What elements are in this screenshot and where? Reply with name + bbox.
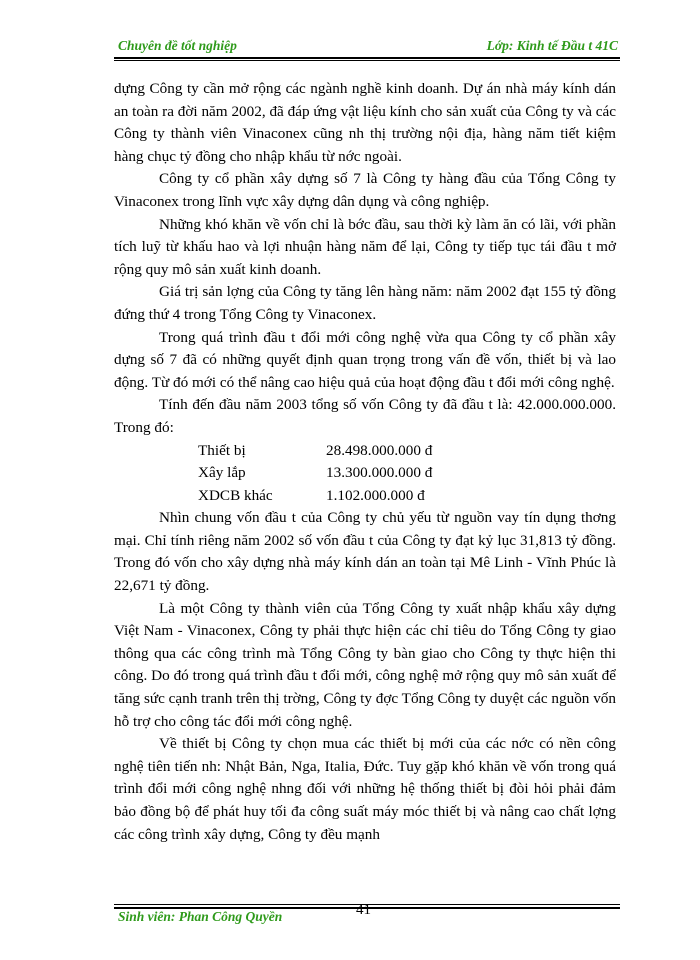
table-cell-value: 13.300.000.000 đ <box>326 464 433 482</box>
table-cell-label: Thiết bị <box>198 441 246 459</box>
header-class-label: Lớp: Kinh tế Đầu t 41C <box>486 38 618 53</box>
table-row <box>198 485 432 508</box>
paragraph-continuation: dựng Công ty cần mở rộng các ngành nghề kinh doanh. Dự án nhà máy kính dán an toàn ra đời năm 2002, đã đáp ứng vật liệu kính cho sản xuất của Công ty và các Công ty thành viên Vinaconex cũng nh thị trường nội địa, hàng năm tiết kiệm hàng chục tỷ đồng cho nhập khẩu từ nớc ngoài. <box>114 80 616 165</box>
header-rule-thin <box>114 60 620 61</box>
page-number: 41 <box>356 902 371 918</box>
paragraph: Công ty cổ phần xây dựng số 7 là Công ty hàng đầu của Tổng Công ty Vinaconex trong lĩnh vực xây dựng dân dụng và công nghiệp. <box>114 170 616 210</box>
table-row <box>198 440 432 463</box>
table-row <box>198 462 432 485</box>
paragraph: Về thiết bị Công ty chọn mua các thiết bị mới của các nớc có nền công nghệ tiên tiến nh: Nhật Bản, Nga, Italia, Đức. Tuy gặp khó khăn về vốn trong quá trình đổi mới công nghệ nhng đối với những hệ thống thiết bị đòi hỏi phải đảm bảo đồng bộ để phát huy tối đa công suất máy móc thiết bị và nâng cao chất lợng các công trình xây dựng, Công ty đều mạnh <box>114 735 616 843</box>
page-header <box>118 38 618 58</box>
table-cell-value: 1.102.000.000 đ <box>326 486 425 504</box>
footer-author: Sinh viên: Phan Công Quyền <box>118 909 283 924</box>
table-cell-label: Xây lắp <box>198 464 246 482</box>
paragraph: Những khó khăn về vốn chỉ là bớc đầu, sau thời kỳ làm ăn có lãi, với phần tích luỹ từ khấu hao và lợi nhuận hàng năm để lại, Công ty tiếp tục tái đầu t mở rộng quy mô sản xuất kinh doanh. <box>114 215 616 278</box>
paragraph: Trong quá trình đầu t đổi mới công nghệ vừa qua Công ty cổ phần xây dựng số 7 đã có những quyết định quan trọng trong vấn đề vốn, thiết bị và lao động. Từ đó mới có thể nâng cao hiệu quả của hoạt động đầu t đổi mới công nghệ. <box>114 328 616 391</box>
paragraph: Là một Công ty thành viên của Tổng Công ty xuất nhập khẩu xây dựng Việt Nam - Vinaconex, Công ty phải thực hiện các chỉ tiêu do Tổng Công ty giao thông qua các công trình mà Tổng Công ty bàn giao cho Công ty thực hiện thi công. Do đó trong quá trình đầu t đổi mới, công nghệ mở rộng quy mô sản xuất để tăng sức cạnh tranh trên thị trờng, Công ty đợc Tổng Công ty duyệt các nguồn vốn hỗ trợ cho công tác đổi mới công nghệ. <box>114 599 616 730</box>
paragraph: Nhìn chung vốn đầu t của Công ty chủ yếu từ nguồn vay tín dụng thơng mại. Chỉ tính riêng năm 2002 số vốn đầu t của Công ty đạt kỷ lục 31,813 tỷ đồng. Trong đó vốn cho xây dựng nhà máy kính dán an toàn tại Mê Linh - Vĩnh Phúc là 22,671 tỷ đồng. <box>114 509 616 595</box>
paragraph: Giá trị sản lợng của Công ty tăng lên hàng năm: năm 2002 đạt 155 tỷ đồng đứng thứ 4 trong Tổng Công ty Vinaconex. <box>114 283 616 323</box>
table-cell-label: XDCB khác <box>198 486 273 504</box>
header-rule-thick <box>114 57 620 59</box>
paragraph: Tính đến đầu năm 2003 tổng số vốn Công ty đã đầu t là: 42.000.000.000. Trong đó: <box>114 396 616 436</box>
capital-breakdown-table <box>198 440 432 508</box>
table-cell-value: 28.498.000.000 đ <box>326 441 433 459</box>
document-body <box>114 78 616 846</box>
header-course-title: Chuyên đề tốt nghiệp <box>118 38 237 53</box>
